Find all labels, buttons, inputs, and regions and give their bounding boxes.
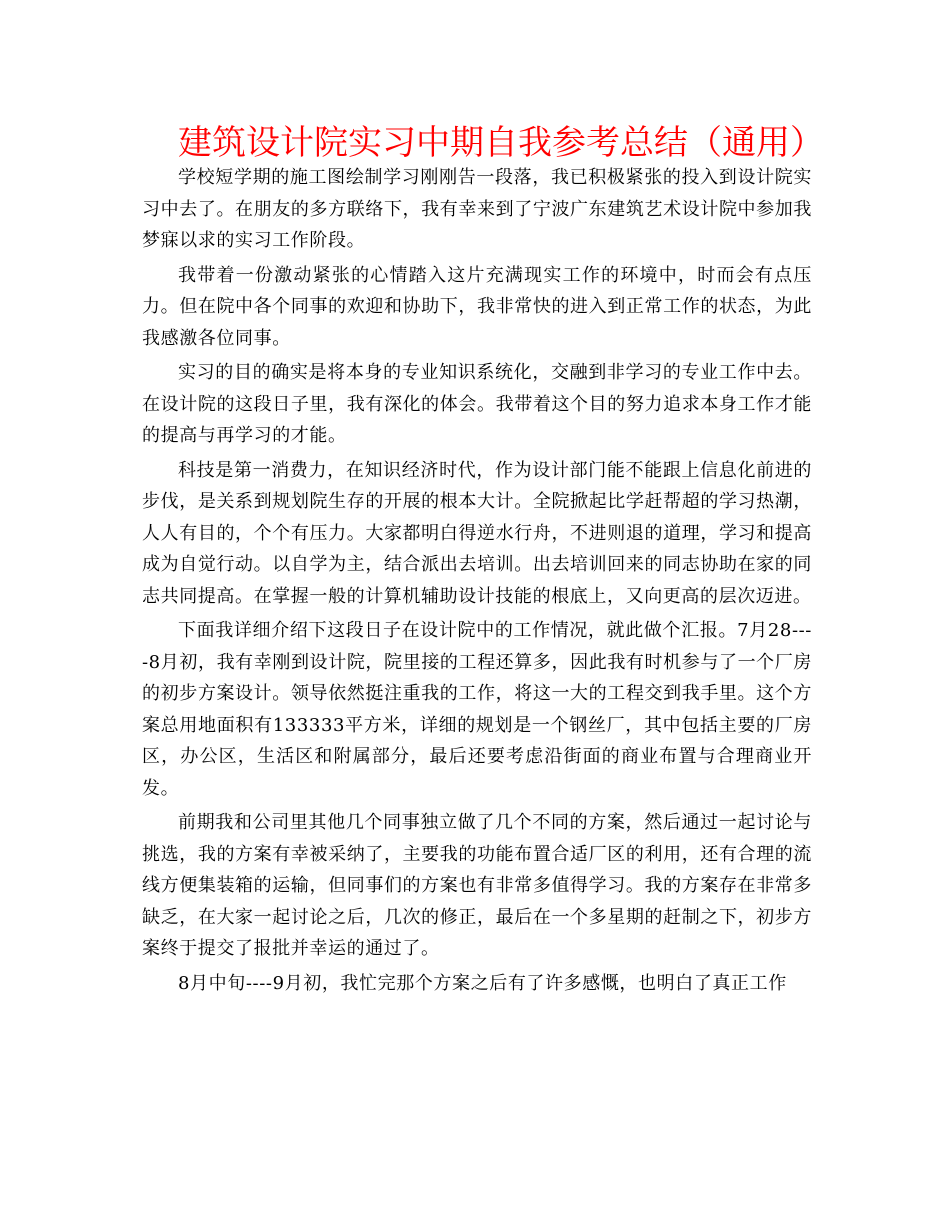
paragraph-7: 8月中旬----9月初，我忙完那个方案之后有了许多感慨，也明白了真正工作 xyxy=(178,972,787,994)
paragraph-5: 下面我详细介绍下这段日子在设计院中的工作情况，就此做个汇报。7月28----8月初，我有幸刚到设计院，院里接的工程还算多，因此我有时机参与了一个厂房的初步方案设计。领导依然挺注重我的工作，将这一大的工程交到我手里。这个方案总用地面积有133333平方米，详细的规划是一个钢丝厂，其中包括主要的厂房区，办公区，生活区和附属部分，最后还要考虑沿街面的商业布置与合理商业开发。 xyxy=(142,620,812,799)
paragraph-3: 实习的目的确实是将本身的专业知识系统化，交融到非学习的专业工作中去。在设计院的这段日子里，我有深化的体会。我带着这个目的努力追求本身工作才能的提高与再学习的才能。 xyxy=(142,362,812,446)
document-body xyxy=(142,162,812,1002)
paragraph-6: 前期我和公司里其他几个同事独立做了几个不同的方案，然后通过一起讨论与挑选，我的方案有幸被采纳了，主要我的功能布置合适厂区的利用，还有合理的流线方便集装箱的运输，但同事们的方案也有非常多值得学习。我的方案存在非常多缺乏，在大家一起讨论之后，几次的修正，最后在一个多星期的赶制之下，初步方案终于提交了报批并幸运的通过了。 xyxy=(142,812,812,959)
paragraph-4: 科技是第一消费力，在知识经济时代，作为设计部门能不能跟上信息化前进的步伐，是关系到规划院生存的开展的根本大计。全院掀起比学赶帮超的学习热潮，人人有目的，个个有压力。大家都明白得逆水行舟，不进则退的道理，学习和提高成为自觉行动。以自学为主，结合派出去培训。出去培训回来的同志协助在家的同志共同提高。在掌握一般的计算机辅助设计技能的根底上，又向更高的层次迈进。 xyxy=(142,459,812,607)
paragraph-1: 学校短学期的施工图绘制学习刚刚告一段落，我已积极紧张的投入到设计院实习中去了。在朋友的多方联络下，我有幸来到了宁波广东建筑艺术设计院中参加我梦寐以求的实习工作阶段。 xyxy=(142,167,812,251)
paragraph-2: 我带着一份激动紧张的心情踏入这片充满现实工作的环境中，时而会有点压力。但在院中各个同事的欢迎和协助下，我非常快的进入到正常工作的状态，为此我感激各位同事。 xyxy=(142,264,812,349)
document-title: 建筑设计院实习中期自我参考总结（通用） xyxy=(178,123,824,163)
